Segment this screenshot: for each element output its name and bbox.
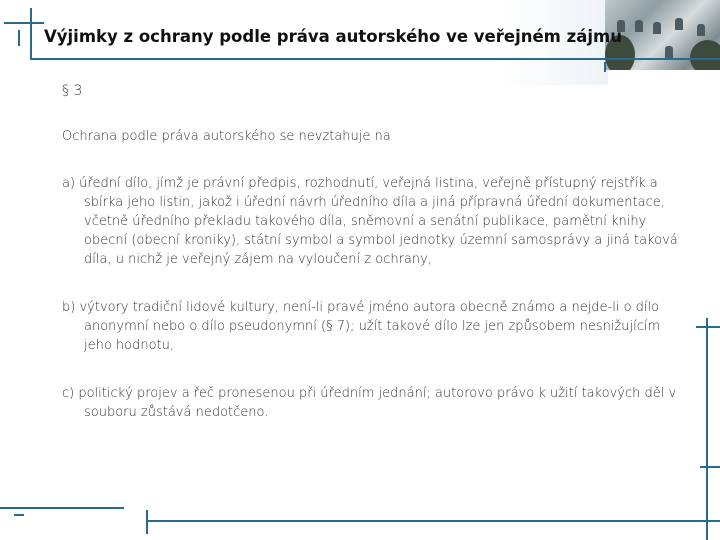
slide-title: Výjimky z ochrany podle práva autorského ve veřejném zájmu [44, 27, 622, 46]
top-left-short-line [18, 30, 20, 46]
intro-text: Ochrana podle práva autorského se nevztahuje na [62, 129, 391, 144]
top-left-vertical-line [30, 8, 32, 60]
top-right-short-line [604, 62, 606, 72]
list-item-c: c) politický projev a řeč pronesenou při úředním jednání; autorovo právo k užití takových děl v souboru zůstává nedotčeno. [62, 386, 677, 420]
bottom-left-tick [14, 514, 24, 516]
right-horizontal-line-lower [700, 466, 720, 468]
top-left-horizontal-line [4, 22, 44, 24]
right-vertical-line [706, 318, 708, 540]
bottom-horizontal-line [146, 520, 720, 522]
list-item-b: b) výtvory tradiční lidové kultury, není-li pravé jméno autora obecně známo a nejde-li o dílo anonymní nebo o dílo pseudonymní (§ 7); užít takové dílo lze jen způsobem nesnižujícím jeho hodnotu, [62, 300, 661, 353]
bottom-left-vertical-line [146, 510, 148, 534]
bottom-left-thin-line [0, 507, 124, 509]
section-number: § 3 [62, 83, 83, 99]
right-horizontal-line [696, 326, 720, 328]
list-item-a: a) úřední dílo, jímž je právní předpis, rozhodnutí, veřejná listina, veřejně přístupný rejstřík a sbírka jeho listin, jakož i úřední návrh úředního díla a jiná přípravná úřední dokumentace, včetně úředního překladu takového díla, sněmovní a senátní publikace, pamětní knihy obecní (obecní kroniky), státní symbol a symbol jednotky územní samosprávy a jiná taková díla, u nichž je veřejný zájem na vyloučení z ochrany, [62, 176, 678, 267]
header-underline [30, 58, 720, 60]
slide-body [62, 82, 687, 422]
